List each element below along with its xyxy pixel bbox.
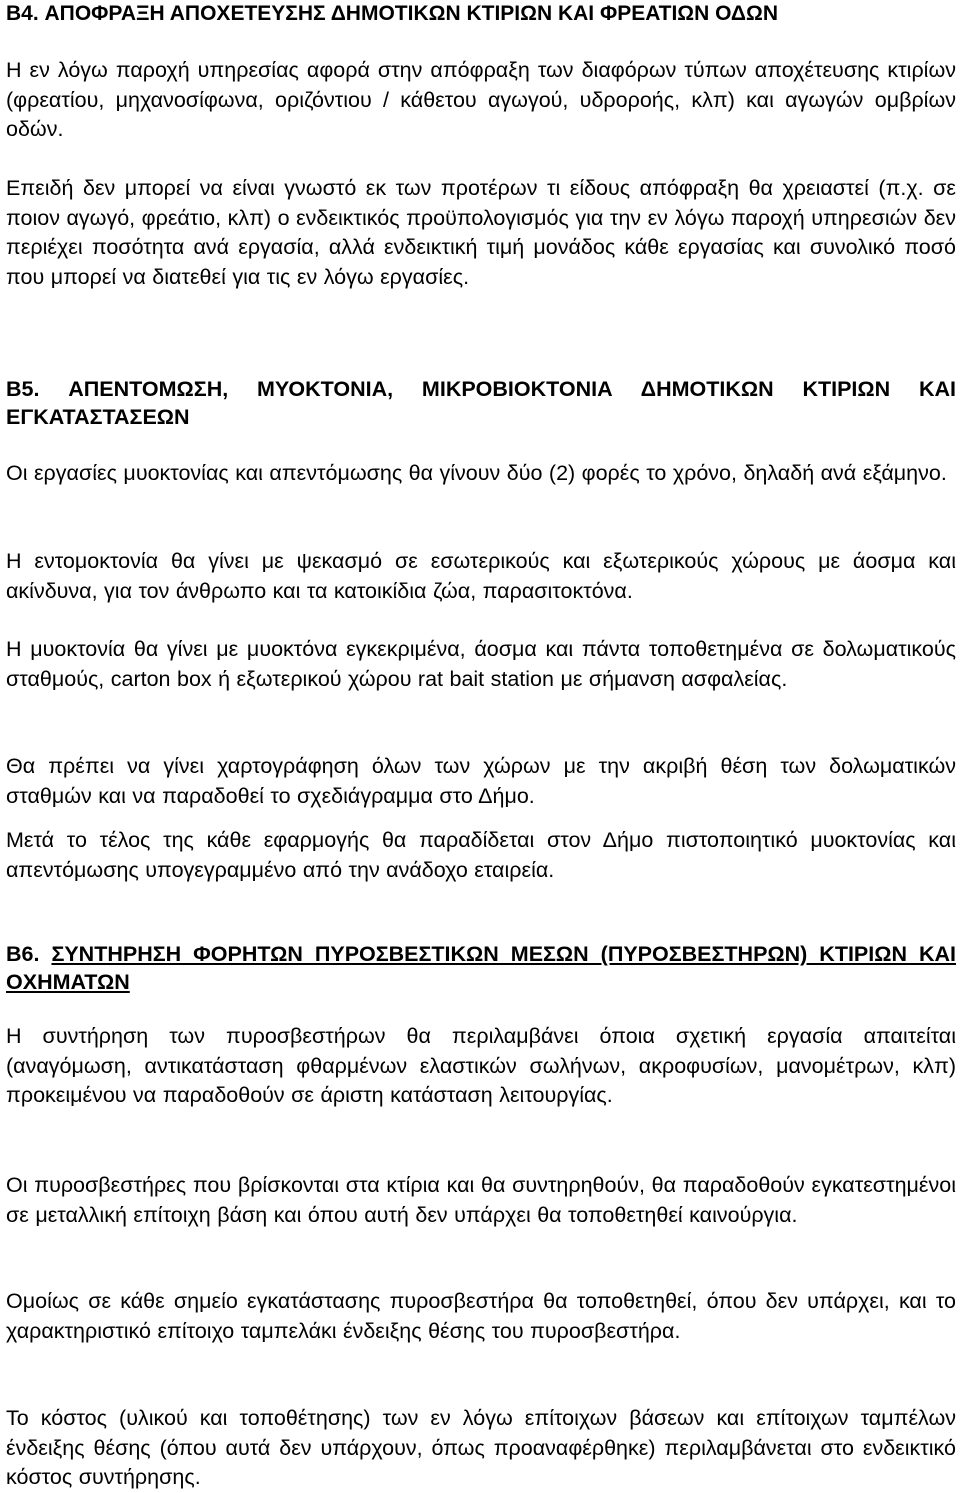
paragraph-b5-mapping: Θα πρέπει να γίνει χαρτογράφηση όλων των χώρων με την ακριβή θέση των δολωματικών σταθμών και να παραδοθεί το σχεδιάγραμμα στο Δήμο. — [6, 754, 956, 808]
section-heading-b5: B5. ΑΠΕΝΤΟΜΩΣΗ, ΜΥΟΚΤΟΝΙΑ, ΜΙΚΡΟΒΙΟΚΤΟΝΙΑ ΔΗΜΟΤΙΚΩΝ ΚΤΙΡΙΩΝ ΚΑΙ ΕΓΚΑΤΑΣΤΑΣΕΩΝ — [6, 377, 956, 429]
paragraph-b4-budget: Επειδή δεν μπορεί να είναι γνωστό εκ των προτέρων τι είδους απόφραξη θα χρειαστεί (π.χ. σε ποιον αγωγό, φρεάτιο, κλπ) ο ενδεικτικός προϋπολογισμός για την εν λόγω παροχή υπηρεσιών δεν περιέχει ποσότητα ανά εργασία, αλλά ενδεικτική τιμή μονάδος κάθε εργασίας και συνολικό ποσό που μπορεί να διατεθεί για τις εν λόγω εργασίες. — [6, 176, 956, 289]
paragraph-b5-insecticide: Η εντομοκτονία θα γίνει με ψεκασμό σε εσωτερικούς και εξωτερικούς χώρους με άοσμα και ακίνδυνα, για τον άνθρωπο και τα κατοικίδια ζώα, παρασιτοκτόνα. — [6, 549, 956, 603]
paragraph-b6-maintenance: Η συντήρηση των πυροσβεστήρων θα περιλαμβάνει όποια σχετική εργασία απαιτείται (αναγόμωση, αντικατάσταση φθαρμένων ελαστικών σωλήνων, ακροφυσίων, μανομέτρων, κλπ) προκειμένου να παραδοθούν σε άριστη κατάσταση λειτουργίας. — [6, 1024, 956, 1107]
paragraph-b5-certificate: Μετά το τέλος της κάθε εφαρμογής θα παραδίδεται στον Δήμο πιστοποιητικό μυοκτονίας και απεντόμωσης υπογεγραμμένο από την ανάδοχο εταιρεία. — [6, 828, 956, 882]
section-heading-b6-title: ΣΥΝΤΗΡΗΣΗ ΦΟΡΗΤΩΝ ΠΥΡΟΣΒΕΣΤΙΚΩΝ ΜΕΣΩΝ (ΠΥΡΟΣΒΕΣΤΗΡΩΝ) ΚΤΙΡΙΩΝ ΚΑΙ ΟΧΗΜΑΤΩΝ — [6, 942, 956, 994]
paragraph-b5-frequency: Οι εργασίες μυοκτονίας και απεντόμωσης θα γίνουν δύο (2) φορές το χρόνο, δηλαδή ανά εξάμηνο. — [6, 461, 947, 485]
section-heading-b4: B4. ΑΠΟΦΡΑΞΗ ΑΠΟΧΕΤΕΥΣΗΣ ΔΗΜΟΤΙΚΩΝ ΚΤΙΡΙΩΝ ΚΑΙ ΦΡΕΑΤΙΩΝ ΟΔΩΝ — [6, 2, 779, 25]
paragraph-b6-cost: Το κόστος (υλικού και τοποθέτησης) των εν λόγω επίτοιχων βάσεων και επίτοιχων ταμπέλων ένδειξης θέσης (όπου αυτά δεν υπάρχουν, όπως προαναφέρθηκε) περιλαμβάνεται στο ενδεικτικό κόστος συντήρησης. — [6, 1406, 956, 1489]
section-heading-b6 — [6, 940, 956, 996]
paragraph-b5-rodenticide: Η μυοκτονία θα γίνει με μυοκτόνα εγκεκριμένα, άοσμα και πάντα τοποθετημένα σε δολωματικούς σταθμούς, carton box ή εξωτερικού χώρου rat bait station με σήμανση ασφαλείας. — [6, 637, 956, 691]
paragraph-b4-scope: Η εν λόγω παροχή υπηρεσίας αφορά στην απόφραξη των διαφόρων τύπων αποχέτευσης κτιρίων (φρεατίου, μηχανοσίφωνα, οριζόντιου / κάθετου αγωγού, υδρορoής, κλπ) και αγωγών ομβρίων οδών. — [6, 58, 956, 141]
section-heading-b6-number: B6. — [6, 942, 40, 966]
paragraph-b6-mounting: Οι πυροσβεστήρες που βρίσκονται στα κτίρια και θα συντηρηθούν, θα παραδοθούν εγκατεστημένοι σε μεταλλική επίτοιχη βάση και όπου αυτή δεν υπάρχει θα τοποθετηθεί καινούργια. — [6, 1173, 956, 1227]
paragraph-b6-signage: Ομοίως σε κάθε σημείο εγκατάστασης πυροσβεστήρα θα τοποθετηθεί, όπου δεν υπάρχει, και το χαρακτηριστικό επίτοιχο ταμπελάκι ένδειξης θέσης του πυροσβεστήρα. — [6, 1289, 956, 1343]
